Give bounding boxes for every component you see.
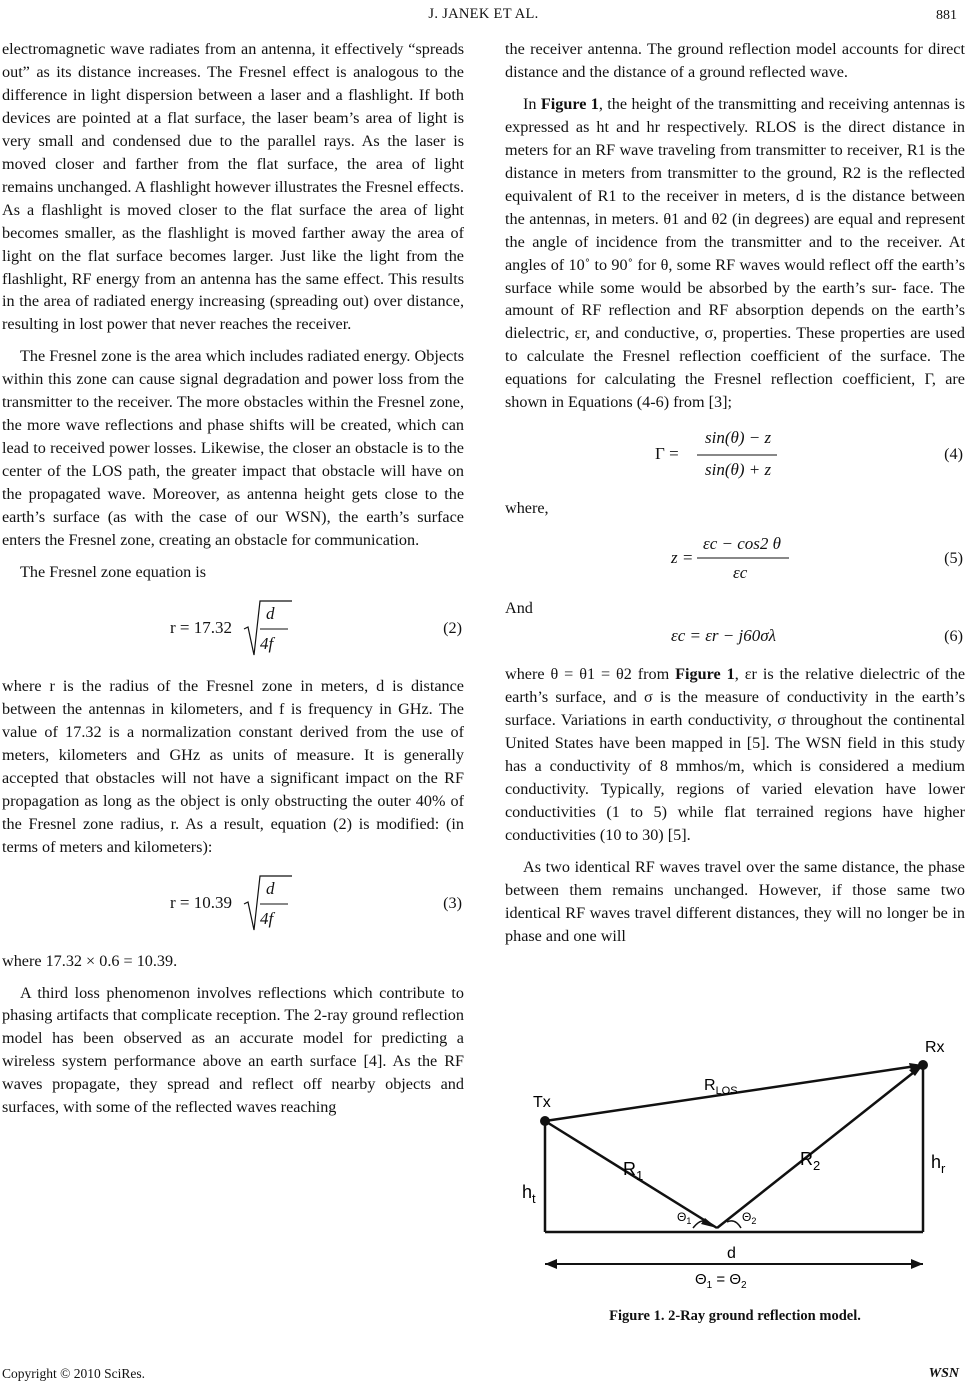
equation-3 <box>2 868 464 940</box>
theta2-arc <box>727 1221 741 1228</box>
figure-caption: Figure 1. 2-Ray ground reflection model. <box>609 1308 861 1324</box>
eq5-number: (5) <box>944 549 963 568</box>
running-title: J. JANEK ET AL. <box>428 6 539 22</box>
paragraph: where r is the radius of the Fresnel zone in meters, d is distance between the antennas in kilometers, and f is frequency in GHz. The value of 17.32 is a normalization constant derived from the use of meters, kilometers and GHz as units of measure. It is generally accepted that obstacles will not have a significant impact on the RF propagation as long as the object is only obstructing the outer 40% of the Fresnel zone radius, r. As a result, equation (2) is modified: (in terms of meters and kilometers): <box>2 676 464 856</box>
page-number: 881 <box>936 8 957 23</box>
paragraph: A third loss phenomenon involves reflections which contribute to phasing artifacts that complicate reception. The 2-ray ground reflection model has been observed as an accurate model for predicting a wireless system performance above an earth surface [4]. As the RF waves propagate, they spread and reflect off nearby objects and surfaces, with some of the reflected waves reaching <box>2 983 464 1117</box>
running-header <box>0 4 967 26</box>
paragraph: The Fresnel zone equation is <box>20 562 207 581</box>
left-column <box>2 38 464 1128</box>
d-label: d <box>727 1245 736 1262</box>
eq4-lhs: Γ = <box>655 444 679 464</box>
eq4-denominator: sin(θ) + z <box>705 460 772 480</box>
right-column <box>505 38 965 957</box>
equation-2 <box>2 593 464 665</box>
copyright-notice: Copyright © 2010 SciRes. <box>2 1366 146 1381</box>
paragraph: where 17.32 × 0.6 = 10.39. <box>2 951 178 970</box>
eq2-numerator: d <box>266 603 275 623</box>
eq3-numerator: d <box>266 878 275 898</box>
eq6-number: (6) <box>944 627 963 646</box>
paragraph: where, <box>505 499 549 518</box>
rx-node <box>918 1060 928 1070</box>
paragraph: And <box>505 599 533 618</box>
figure-1 <box>505 1032 965 1342</box>
tx-label: Tx <box>533 1094 551 1111</box>
paragraph: electromagnetic wave radiates from an antenna, it effectively “spreads out” as its distance increases. The Fresnel effect is analogous to the difference in light dispersion between a laser and a flashlight. If both devices are pointed at a flat surface, the laser beam’s area of light is very small and condensed due to the parallel rays. As the laser is moved closer and farther from the flat surface, the area of light remains unchanged. A flashlight however illustrates the Fresnel effects. As a flashlight is moved closer to the flat surface the area of light becomes smaller, as the flashlight is moved farther away the area of light on the flat surface becomes larger. Just like the light from the flashlight, RF energy from an antenna has the same effect. This results in the area of radiated energy increasing (spreading out) over distance, resulting in lost power that never reaches the receiver. <box>2 40 464 334</box>
eq3-denominator: 4f <box>260 908 274 928</box>
paragraph: the receiver antenna. The ground reflection model accounts for direct distance and the distance of a ground reflected wave. <box>505 40 965 81</box>
eq5-lhs: z = <box>671 548 694 568</box>
r2-path <box>717 1065 923 1228</box>
eq4-number: (4) <box>944 445 963 464</box>
eq2-number: (2) <box>443 618 462 637</box>
distance-arrow-left <box>545 1259 557 1269</box>
equation-6 <box>505 623 965 653</box>
eq3-lhs: r = 10.39 <box>170 892 232 912</box>
paragraph: The Fresnel zone is the area which includes radiated energy. Objects within this zone can cause signal degradation and power loss from the transmitter to the receiver. The more obstacles within the Fresnel zone, the more wave reflections and phase shifts will be created, which can lead to received power losses. Likewise, the closer an obstacle is to the center of the LOS path, the greater impact that obstacle will have on the propagated wave. Moreover, as antenna height gets close to the earth’s surface (as with the case of our WSN), the earth’s surface enters the Fresnel zone, creating an obstacle for communication. <box>2 347 464 550</box>
distance-arrow-right <box>911 1259 923 1269</box>
theta1-label: $\Theta_1$ <box>677 1210 692 1226</box>
journal-abbrev: WSN <box>928 1366 959 1381</box>
eq2-lhs: r = 17.32 <box>170 617 232 637</box>
tx-node <box>540 1116 550 1126</box>
eq2-radical <box>2 593 302 665</box>
theta2-label: $\Theta_2$ <box>742 1210 757 1226</box>
hr-label: $h_r$ <box>931 1152 946 1176</box>
eq2-denominator: 4f <box>260 633 274 653</box>
r2-label: $R_2$ <box>800 1149 821 1173</box>
r1-label: $R_1$ <box>623 1159 644 1183</box>
rx-label: Rx <box>925 1039 945 1056</box>
paragraph: where θ = θ1 = θ2 from Figure 1, εr is the relative dielectric of the earth’s surface, and σ is the measure of conductivity in the earth’s surface. Variations in earth conductivity, σ throughout the continental United States have been mapped in [5]. The WSN field in this study has a conductivity of 8 mmhos/m, which is considered a medium conductivity. Typically, regions of varied elevation have lower conductivities (1 to 5) while flat terrained regions have higher conductivities (10 to 30) [5]. <box>505 665 966 844</box>
figure-reference[interactable]: Figure 1 <box>675 665 735 684</box>
eq5-denominator: εc <box>733 563 748 583</box>
ht-label: $h_t$ <box>522 1182 536 1206</box>
eq5-numerator: εc − cos2 θ <box>703 534 781 554</box>
two-ray-diagram <box>505 1032 965 1302</box>
eq3-number: (3) <box>443 893 462 912</box>
figure-reference[interactable]: Figure 1 <box>540 94 599 113</box>
eq3-radical <box>2 868 302 940</box>
eq6-body: εc = εr − j60σλ <box>671 626 776 646</box>
paragraph: In Figure 1, the height of the transmitting and receiving antennas is expressed as ht and hr respectively. RLOS is the direct distance in meters for an RF wave traveling from transmitter to receiver, R1 is the distance in meters from transmitter to the ground, R2 is the reflected equivalent of R1 to the receiver in meters, d is the distance between the antennas, in meters. θ1 and θ2 (in degrees) are equal and represent the angle of incidence from the transmitter and to the receiver. At angles of 10˚ to 90˚ for θ, some RF waves would reflect off the earth’s surface while some would be absorbed by the earth’s sur- face. The amount of RF reflection and RF absorption depends on the earth’s dielectric, εr, and conductive, σ, properties. These properties are used to calculate the Fresnel reflection coefficient of the surface. The equations for calculating the Fresnel reflection coefficient, Γ, are shown in Equations (4-6) from [3]; <box>505 94 966 412</box>
eq4-numerator: sin(θ) − z <box>705 428 772 448</box>
equation-4 <box>505 423 965 487</box>
equation-5 <box>505 529 965 587</box>
theta-equality-label: $\Theta_1 = \Theta_2$ <box>695 1271 747 1291</box>
paragraph: As two identical RF waves travel over the same distance, the phase between them remains unchanged. However, if those same two identical RF waves travel different distances, they will no longer be in phase and one will <box>505 857 965 945</box>
rlos-label: $R_{LOS}$ <box>704 1077 738 1097</box>
